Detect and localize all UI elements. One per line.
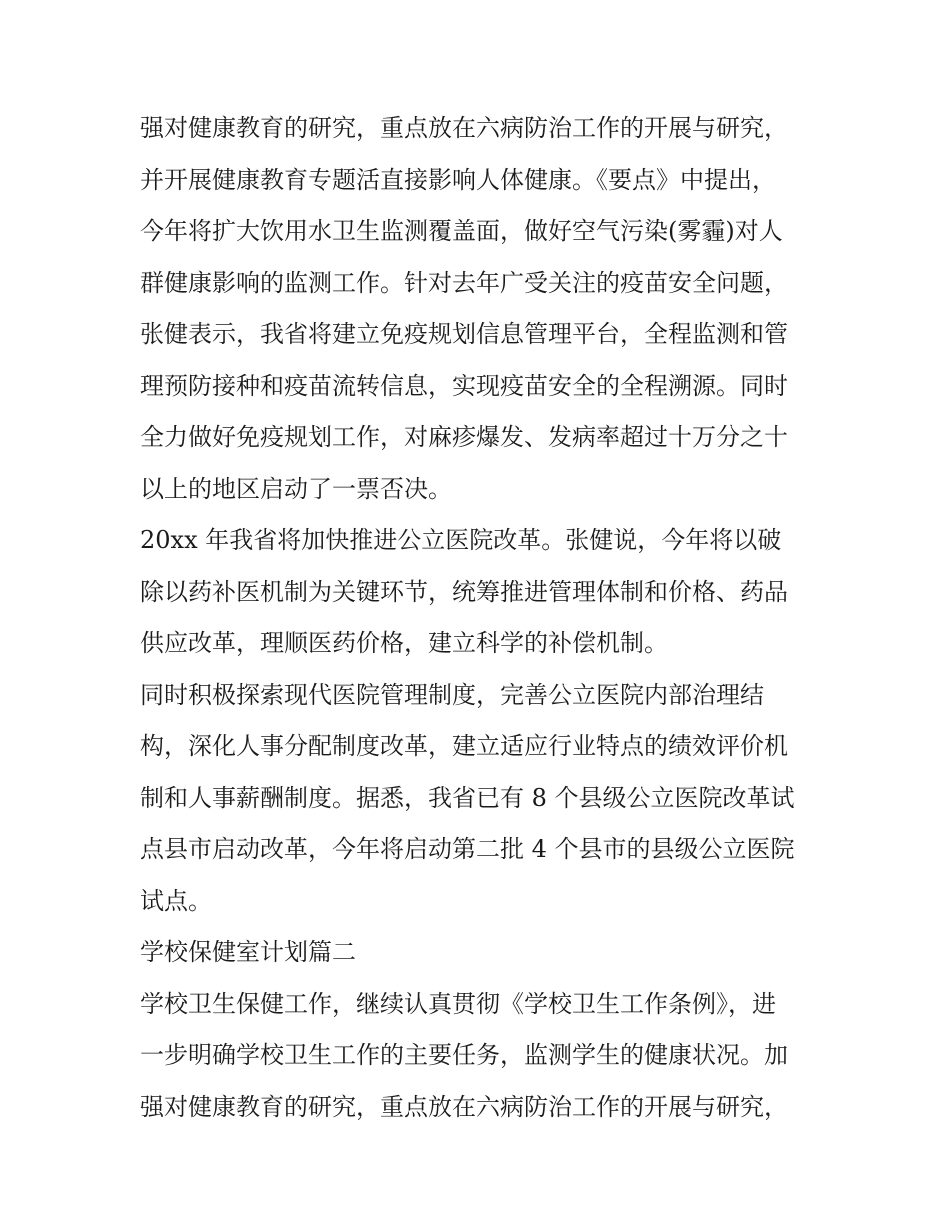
text-line: 并开展健康教育专题活直接影响人体健康。《要点》中提出， bbox=[140, 165, 776, 194]
text-line: 以上的地区启动了一票否决。 bbox=[140, 474, 452, 503]
text-line: 供应改革，理顺医药价格，建立科学的补偿机制。 bbox=[140, 629, 668, 657]
text-line: 全力做好免疫规划工作，对麻疹爆发、发病率超过十万分之十 bbox=[140, 423, 788, 451]
text-line: 今年将扩大饮用水卫生监测覆盖面，做好空气污染(雾霾)对人 bbox=[140, 217, 783, 245]
text-line: 试点。 bbox=[140, 886, 212, 915]
text-line: 同时积极探索现代医院管理制度，完善公立医院内部治理结 bbox=[140, 680, 764, 709]
text-line: 点县市启动改革，今年将启动第二批 4 个县市的县级公立医院 bbox=[140, 835, 795, 863]
text-line: 除以药补医机制为关键环节，统筹推进管理体制和价格、药品 bbox=[140, 577, 788, 606]
text-line: 一步明确学校卫生工作的主要任务，监测学生的健康状况。加 bbox=[140, 1041, 788, 1069]
text-line: 构，深化人事分配制度改革，建立适应行业特点的绩效评价机 bbox=[140, 732, 788, 760]
text-line: 理预防接种和疫苗流转信息，实现疫苗安全的全程溯源。同时 bbox=[140, 371, 788, 400]
text-line: 20xx 年我省将加快推进公立医院改革。张健说，今年将以破 bbox=[140, 526, 782, 554]
text-line: 制和人事薪酬制度。据悉，我省已有 8 个县级公立医院改革试 bbox=[140, 783, 795, 812]
text-line: 张健表示，我省将建立免疫规划信息管理平台，全程监测和管 bbox=[140, 320, 788, 348]
text-line: 强对健康教育的研究，重点放在六病防治工作的开展与研究， bbox=[140, 1092, 788, 1121]
text-line: 学校卫生保健工作，继续认真贯彻《学校卫生工作条例》，进 bbox=[140, 989, 776, 1018]
text-line: 强对健康教育的研究，重点放在六病防治工作的开展与研究， bbox=[140, 114, 788, 142]
text-line: 群健康影响的监测工作。针对去年广受关注的疫苗安全问题， bbox=[140, 268, 788, 297]
section-heading: 学校保健室计划篇二 bbox=[140, 938, 356, 966]
document-body bbox=[140, 103, 830, 1133]
